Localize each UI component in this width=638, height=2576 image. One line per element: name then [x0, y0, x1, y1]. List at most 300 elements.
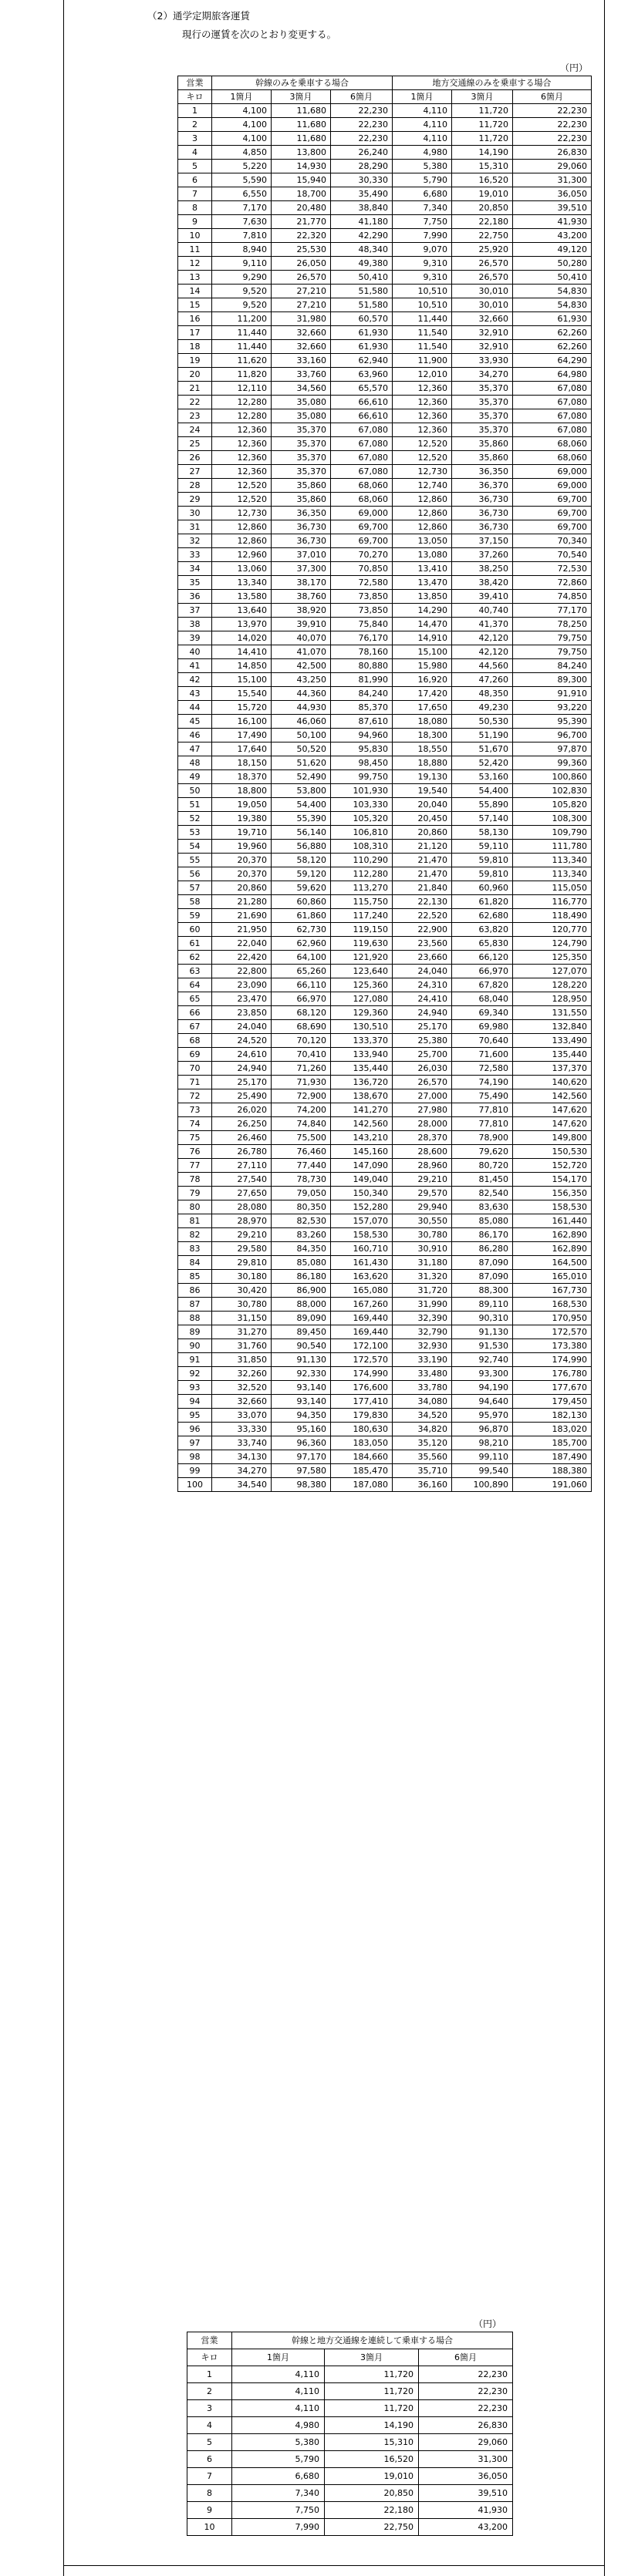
fare-cell: 76,460	[272, 1145, 331, 1159]
fare-cell: 12,730	[393, 465, 452, 479]
fare-cell: 24,310	[393, 978, 452, 992]
fare-cell: 28,600	[393, 1145, 452, 1159]
table-row	[178, 812, 592, 826]
table-row	[178, 1312, 592, 1325]
table-row	[178, 1117, 592, 1131]
fare-cell: 69,980	[452, 1020, 513, 1034]
table-row	[178, 104, 592, 118]
fare-cell: 60,960	[452, 881, 513, 895]
fare-cell: 98,210	[452, 1436, 513, 1450]
fare-cell: 162,890	[513, 1242, 592, 1256]
fare-cell: 83,260	[272, 1228, 331, 1242]
fare-cell: 12,860	[393, 493, 452, 507]
eigyo-header: 営業	[187, 2332, 232, 2349]
fare-cell: 28,000	[393, 1117, 452, 1131]
fare-cell: 33,760	[272, 368, 331, 382]
fare-cell: 30,780	[393, 1228, 452, 1242]
fare-cell: 183,050	[331, 1436, 393, 1450]
fare-cell: 22,230	[513, 132, 592, 146]
fare-cell: 35,120	[393, 1436, 452, 1450]
fare-cell: 25,920	[452, 243, 513, 257]
table-row	[178, 229, 592, 243]
fare-cell: 113,340	[513, 854, 592, 867]
fare-cell: 5,590	[212, 173, 272, 187]
fare-cell: 67,820	[452, 978, 513, 992]
km-cell: 5	[187, 2434, 232, 2451]
table-row	[187, 2485, 513, 2502]
fare-cell: 11,540	[393, 326, 452, 340]
fare-cell: 92,330	[272, 1367, 331, 1381]
fare-cell: 21,470	[393, 854, 452, 867]
fare-cell: 187,490	[513, 1450, 592, 1464]
fare-cell: 11,540	[393, 340, 452, 354]
fare-cell: 169,440	[331, 1312, 393, 1325]
table-row	[187, 2417, 513, 2434]
fare-cell: 29,210	[393, 1173, 452, 1187]
table-row	[178, 1048, 592, 1062]
km-cell: 2	[178, 118, 212, 132]
fare-cell: 4,980	[232, 2417, 325, 2434]
km-cell: 9	[187, 2502, 232, 2519]
fare-cell: 7,170	[212, 201, 272, 215]
fare-cell: 33,480	[393, 1367, 452, 1381]
table-row	[187, 2502, 513, 2519]
fare-cell: 34,270	[452, 368, 513, 382]
fare-cell: 16,520	[325, 2451, 419, 2468]
fare-cell: 6,550	[212, 187, 272, 201]
table-row	[178, 1339, 592, 1353]
fare-cell: 133,940	[331, 1048, 393, 1062]
table-row	[178, 937, 592, 951]
fare-cell: 87,090	[452, 1270, 513, 1284]
fare-cell: 65,830	[452, 937, 513, 951]
fare-cell: 50,100	[272, 729, 331, 742]
fare-cell: 31,150	[212, 1312, 272, 1325]
km-cell: 15	[178, 298, 212, 312]
km-cell: 88	[178, 1312, 212, 1325]
fare-cell: 79,750	[513, 631, 592, 645]
table-row	[178, 354, 592, 368]
km-cell: 80	[178, 1200, 212, 1214]
fare-cell: 14,190	[325, 2417, 419, 2434]
fare-cell: 8,940	[212, 243, 272, 257]
fare-cell: 79,620	[452, 1145, 513, 1159]
section-description: 現行の運賃を次のとおり変更する。	[182, 29, 337, 40]
table-row	[178, 1173, 592, 1187]
fare-cell: 22,750	[452, 229, 513, 243]
km-cell: 26	[178, 451, 212, 465]
fare-table-combined-body	[187, 2366, 513, 2536]
fare-cell: 67,080	[331, 465, 393, 479]
period-header: 6箇月	[513, 90, 592, 104]
fare-cell: 68,060	[513, 451, 592, 465]
table-row	[178, 257, 592, 271]
table-row	[178, 840, 592, 854]
km-cell: 3	[187, 2400, 232, 2417]
bottom-border-line	[63, 2565, 605, 2566]
table-row	[187, 2468, 513, 2485]
fare-cell: 75,500	[272, 1131, 331, 1145]
eigyo-header: 営業	[178, 76, 212, 90]
km-cell: 75	[178, 1131, 212, 1145]
fare-cell: 68,120	[272, 1006, 331, 1020]
fare-cell: 11,200	[212, 312, 272, 326]
table-row	[178, 562, 592, 576]
fare-cell: 177,410	[331, 1395, 393, 1409]
table-row	[178, 507, 592, 520]
fare-cell: 20,040	[393, 798, 452, 812]
table-row	[178, 1395, 592, 1409]
fare-cell: 54,400	[452, 784, 513, 798]
fare-cell: 160,710	[331, 1242, 393, 1256]
fare-cell: 67,080	[513, 423, 592, 437]
fare-cell: 85,370	[331, 701, 393, 715]
table-row	[178, 534, 592, 548]
fare-cell: 26,570	[452, 271, 513, 285]
km-cell: 73	[178, 1103, 212, 1117]
fare-cell: 60,570	[331, 312, 393, 326]
km-cell: 58	[178, 895, 212, 909]
fare-cell: 93,220	[513, 701, 592, 715]
fare-cell: 32,910	[452, 340, 513, 354]
fare-cell: 33,740	[212, 1436, 272, 1450]
fare-cell: 38,760	[272, 590, 331, 604]
fare-cell: 35,370	[452, 382, 513, 396]
fare-cell: 74,850	[513, 590, 592, 604]
fare-cell: 161,430	[331, 1256, 393, 1270]
km-cell: 68	[178, 1034, 212, 1048]
fare-cell: 131,550	[513, 1006, 592, 1020]
fare-cell: 69,700	[331, 534, 393, 548]
fare-cell: 26,050	[272, 257, 331, 271]
fare-cell: 119,150	[331, 923, 393, 937]
fare-cell: 11,680	[272, 104, 331, 118]
fare-cell: 5,790	[393, 173, 452, 187]
fare-cell: 26,460	[212, 1131, 272, 1145]
fare-cell: 149,800	[513, 1131, 592, 1145]
fare-cell: 18,150	[212, 756, 272, 770]
fare-cell: 97,170	[272, 1450, 331, 1464]
fare-cell: 32,910	[452, 326, 513, 340]
fare-cell: 59,620	[272, 881, 331, 895]
fare-cell: 95,830	[331, 742, 393, 756]
fare-cell: 31,980	[272, 312, 331, 326]
fare-cell: 57,140	[452, 812, 513, 826]
table-row	[178, 312, 592, 326]
km-cell: 7	[178, 187, 212, 201]
fare-cell: 6,680	[232, 2468, 325, 2485]
fare-cell: 128,220	[513, 978, 592, 992]
fare-cell: 13,080	[393, 548, 452, 562]
fare-cell: 118,490	[513, 909, 592, 923]
fare-cell: 24,940	[212, 1062, 272, 1076]
fare-cell: 23,470	[212, 992, 272, 1006]
fare-cell: 61,930	[331, 340, 393, 354]
fare-cell: 26,570	[393, 1076, 452, 1089]
fare-cell: 20,370	[212, 854, 272, 867]
km-cell: 51	[178, 798, 212, 812]
fare-cell: 29,210	[212, 1228, 272, 1242]
km-cell: 12	[178, 257, 212, 271]
period-header: 1箇月	[393, 90, 452, 104]
fare-cell: 15,720	[212, 701, 272, 715]
fare-cell: 149,040	[331, 1173, 393, 1187]
fare-cell: 31,300	[419, 2451, 513, 2468]
km-cell: 93	[178, 1381, 212, 1395]
fare-cell: 42,500	[272, 659, 331, 673]
fare-cell: 69,700	[513, 493, 592, 507]
table-row	[178, 1131, 592, 1145]
table-row	[178, 1423, 592, 1436]
fare-cell: 35,370	[272, 451, 331, 465]
fare-cell: 33,190	[393, 1353, 452, 1367]
fare-cell: 7,340	[393, 201, 452, 215]
fare-cell: 40,740	[452, 604, 513, 618]
fare-cell: 12,280	[212, 409, 272, 423]
period-header: 3箇月	[325, 2349, 419, 2366]
fare-cell: 12,360	[393, 423, 452, 437]
fare-cell: 15,540	[212, 687, 272, 701]
fare-cell: 62,260	[513, 326, 592, 340]
fare-cell: 25,490	[212, 1089, 272, 1103]
fare-cell: 68,060	[331, 479, 393, 493]
table-row	[178, 729, 592, 742]
table-row	[178, 520, 592, 534]
km-cell: 45	[178, 715, 212, 729]
fare-cell: 19,380	[212, 812, 272, 826]
fare-cell: 73,850	[331, 590, 393, 604]
fare-cell: 145,160	[331, 1145, 393, 1159]
fare-cell: 20,450	[393, 812, 452, 826]
fare-cell: 31,300	[513, 173, 592, 187]
fare-cell: 152,280	[331, 1200, 393, 1214]
km-cell: 38	[178, 618, 212, 631]
fare-cell: 43,200	[513, 229, 592, 243]
fare-cell: 68,040	[452, 992, 513, 1006]
km-cell: 64	[178, 978, 212, 992]
km-cell: 7	[187, 2468, 232, 2485]
fare-cell: 21,690	[212, 909, 272, 923]
fare-cell: 99,750	[331, 770, 393, 784]
fare-cell: 18,800	[212, 784, 272, 798]
table-row	[187, 2451, 513, 2468]
fare-cell: 47,260	[452, 673, 513, 687]
fare-cell: 162,890	[513, 1228, 592, 1242]
km-cell: 34	[178, 562, 212, 576]
km-cell: 1	[178, 104, 212, 118]
fare-cell: 97,870	[513, 742, 592, 756]
fare-cell: 94,350	[272, 1409, 331, 1423]
fare-cell: 12,360	[212, 437, 272, 451]
table-row	[178, 285, 592, 298]
km-cell: 74	[178, 1117, 212, 1131]
fare-cell: 11,620	[212, 354, 272, 368]
fare-cell: 15,940	[272, 173, 331, 187]
table-row	[178, 173, 592, 187]
fare-cell: 74,200	[272, 1103, 331, 1117]
fare-cell: 9,310	[393, 257, 452, 271]
fare-cell: 40,070	[272, 631, 331, 645]
fare-cell: 38,840	[331, 201, 393, 215]
fare-cell: 58,130	[452, 826, 513, 840]
fare-cell: 74,190	[452, 1076, 513, 1089]
fare-cell: 13,470	[393, 576, 452, 590]
fare-cell: 11,440	[393, 312, 452, 326]
table-row	[178, 1464, 592, 1478]
fare-cell: 29,810	[212, 1256, 272, 1270]
fare-cell: 54,400	[272, 798, 331, 812]
fare-cell: 36,160	[393, 1478, 452, 1492]
table-row	[178, 396, 592, 409]
fare-cell: 187,080	[331, 1478, 393, 1492]
fare-cell: 42,120	[452, 631, 513, 645]
table-row	[178, 271, 592, 285]
table-row	[178, 340, 592, 354]
fare-table-main	[177, 76, 592, 1492]
fare-cell: 69,000	[513, 465, 592, 479]
fare-cell: 67,080	[331, 423, 393, 437]
fare-cell: 69,340	[452, 1006, 513, 1020]
fare-cell: 62,940	[331, 354, 393, 368]
fare-cell: 22,230	[331, 132, 393, 146]
fare-cell: 61,930	[331, 326, 393, 340]
km-cell: 37	[178, 604, 212, 618]
fare-cell: 180,630	[331, 1423, 393, 1436]
fare-cell: 89,450	[272, 1325, 331, 1339]
table-row	[178, 673, 592, 687]
km-cell: 23	[178, 409, 212, 423]
fare-cell: 11,440	[212, 340, 272, 354]
fare-cell: 91,130	[452, 1325, 513, 1339]
fare-cell: 4,110	[232, 2383, 325, 2400]
fare-cell: 15,310	[325, 2434, 419, 2451]
fare-cell: 7,810	[212, 229, 272, 243]
fare-cell: 11,440	[212, 326, 272, 340]
km-cell: 81	[178, 1214, 212, 1228]
km-cell: 100	[178, 1478, 212, 1492]
fare-cell: 71,260	[272, 1062, 331, 1076]
fare-cell: 9,070	[393, 243, 452, 257]
fare-cell: 22,230	[419, 2400, 513, 2417]
km-cell: 86	[178, 1284, 212, 1298]
fare-cell: 22,800	[212, 965, 272, 978]
fare-cell: 16,920	[393, 673, 452, 687]
fare-cell: 66,610	[331, 409, 393, 423]
fare-cell: 58,120	[272, 854, 331, 867]
group-b-header: 地方交通線のみを乗車する場合	[393, 76, 592, 90]
fare-cell: 22,320	[272, 229, 331, 243]
fare-cell: 164,500	[513, 1256, 592, 1270]
fare-cell: 12,360	[393, 382, 452, 396]
fare-cell: 49,230	[452, 701, 513, 715]
fare-cell: 99,540	[452, 1464, 513, 1478]
fare-cell: 119,630	[331, 937, 393, 951]
table-row	[178, 118, 592, 132]
table-row	[178, 1325, 592, 1339]
fare-cell: 32,660	[272, 326, 331, 340]
fare-cell: 72,580	[331, 576, 393, 590]
table-row	[178, 548, 592, 562]
fare-cell: 101,930	[331, 784, 393, 798]
fare-cell: 31,720	[393, 1284, 452, 1298]
fare-cell: 185,470	[331, 1464, 393, 1478]
fare-cell: 22,230	[419, 2366, 513, 2383]
fare-cell: 50,410	[513, 271, 592, 285]
fare-cell: 84,350	[272, 1242, 331, 1256]
fare-cell: 37,010	[272, 548, 331, 562]
fare-cell: 51,190	[452, 729, 513, 742]
fare-cell: 22,420	[212, 951, 272, 965]
fare-cell: 12,520	[212, 479, 272, 493]
km-cell: 54	[178, 840, 212, 854]
table1-unit: （円）	[560, 62, 589, 73]
fare-cell: 33,330	[212, 1423, 272, 1436]
fare-cell: 72,900	[272, 1089, 331, 1103]
fare-cell: 36,050	[513, 187, 592, 201]
fare-cell: 182,130	[513, 1409, 592, 1423]
fare-cell: 17,420	[393, 687, 452, 701]
km-cell: 9	[178, 215, 212, 229]
fare-cell: 36,730	[452, 493, 513, 507]
fare-cell: 174,990	[331, 1367, 393, 1381]
fare-cell: 127,070	[513, 965, 592, 978]
table-row	[178, 867, 592, 881]
table-row	[178, 756, 592, 770]
fare-cell: 36,730	[452, 520, 513, 534]
fare-cell: 56,880	[272, 840, 331, 854]
fare-cell: 59,110	[452, 840, 513, 854]
fare-cell: 26,020	[212, 1103, 272, 1117]
fare-cell: 98,380	[272, 1478, 331, 1492]
fare-cell: 15,980	[393, 659, 452, 673]
fare-cell: 158,530	[513, 1200, 592, 1214]
fare-cell: 91,130	[272, 1353, 331, 1367]
fare-cell: 35,860	[452, 451, 513, 465]
fare-cell: 89,300	[513, 673, 592, 687]
fare-cell: 6,680	[393, 187, 452, 201]
table-row	[178, 965, 592, 978]
fare-cell: 88,000	[272, 1298, 331, 1312]
km-cell: 39	[178, 631, 212, 645]
period-header: 3箇月	[452, 90, 513, 104]
fare-cell: 12,520	[212, 493, 272, 507]
fare-cell: 177,670	[513, 1381, 592, 1395]
fare-cell: 18,370	[212, 770, 272, 784]
fare-cell: 14,020	[212, 631, 272, 645]
fare-cell: 68,060	[513, 437, 592, 451]
fare-cell: 147,090	[331, 1159, 393, 1173]
table-row	[178, 618, 592, 631]
km-cell: 57	[178, 881, 212, 895]
fare-cell: 36,350	[452, 465, 513, 479]
fare-cell: 16,100	[212, 715, 272, 729]
fare-cell: 98,450	[331, 756, 393, 770]
table-row	[178, 187, 592, 201]
fare-cell: 112,280	[331, 867, 393, 881]
fare-cell: 9,110	[212, 257, 272, 271]
fare-cell: 78,160	[331, 645, 393, 659]
fare-cell: 32,660	[452, 312, 513, 326]
km-cell: 82	[178, 1228, 212, 1242]
km-cell: 27	[178, 465, 212, 479]
fare-cell: 30,550	[393, 1214, 452, 1228]
fare-cell: 53,800	[272, 784, 331, 798]
table-row	[187, 2434, 513, 2451]
km-cell: 48	[178, 756, 212, 770]
fare-cell: 7,750	[393, 215, 452, 229]
fare-cell: 39,910	[272, 618, 331, 631]
table-row	[178, 382, 592, 396]
